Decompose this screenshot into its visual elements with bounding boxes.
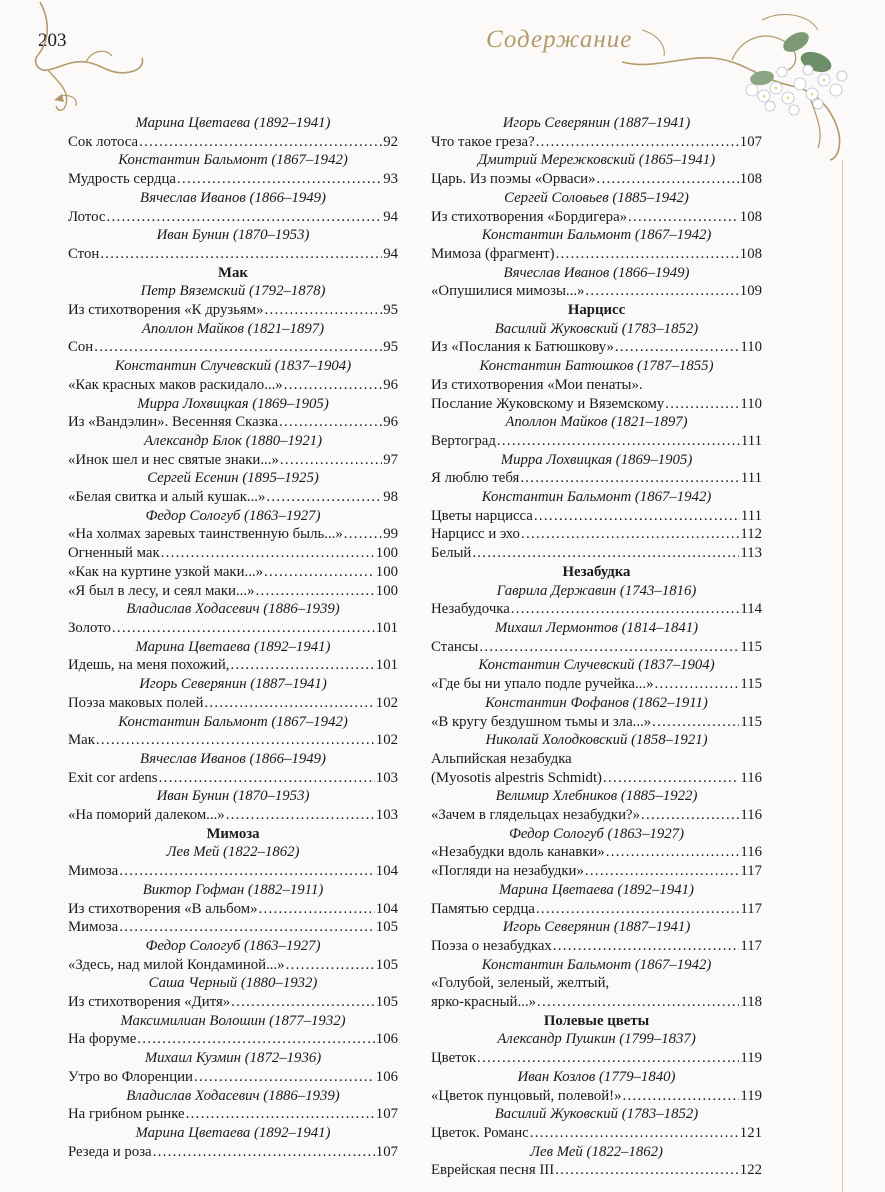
entry-title: Мак bbox=[68, 732, 95, 749]
author-heading: Василий Жуковский (1783–1852) bbox=[494, 320, 699, 337]
toc-entry[interactable] bbox=[68, 301, 398, 320]
author-heading: Велимир Хлебников (1885–1922) bbox=[495, 788, 698, 805]
entry-title: Стон bbox=[68, 245, 100, 262]
dot-leader bbox=[479, 638, 739, 657]
entry-page-number: 110 bbox=[740, 339, 762, 356]
entry-page-number: 117 bbox=[740, 863, 762, 880]
entry-page-number: 115 bbox=[740, 676, 762, 693]
author-heading: Мирра Лохвицкая (1869–1905) bbox=[137, 395, 329, 412]
toc-entry[interactable] bbox=[68, 731, 398, 750]
entry-title: Стансы bbox=[431, 638, 479, 655]
entry-page-number: 106 bbox=[375, 1068, 398, 1085]
dot-leader bbox=[603, 769, 739, 788]
dot-leader bbox=[585, 862, 739, 881]
entry-title: Огненный мак bbox=[68, 545, 160, 562]
entry-page-number: 100 bbox=[375, 563, 398, 580]
toc-entry[interactable] bbox=[68, 956, 398, 975]
entry-page-number: 116 bbox=[740, 844, 762, 861]
entry-page-number: 107 bbox=[375, 1106, 398, 1123]
entry-title: Еврейская песня III bbox=[431, 1162, 555, 1179]
toc-entry[interactable] bbox=[68, 525, 398, 544]
author-heading: Марина Цветаева (1892–1941) bbox=[135, 638, 331, 655]
dot-leader bbox=[623, 1087, 740, 1106]
entry-page-number: 121 bbox=[739, 1124, 762, 1141]
entry-title: «В кругу бездушном тьмы и зла...» bbox=[431, 713, 652, 730]
entry-title: Царь. Из поэмы «Орваси» bbox=[431, 171, 596, 188]
toc-entry[interactable] bbox=[431, 338, 762, 357]
page-title: Содержание bbox=[486, 26, 633, 53]
toc-entry[interactable] bbox=[68, 544, 398, 563]
toc-entry[interactable] bbox=[431, 769, 762, 788]
toc-entry[interactable] bbox=[68, 208, 398, 227]
section-heading: Мак bbox=[218, 264, 248, 281]
dot-leader bbox=[472, 544, 739, 563]
author-heading: Петр Вяземский (1792–1878) bbox=[140, 283, 326, 300]
author-heading: Игорь Северянин (1887–1941) bbox=[139, 676, 327, 693]
entry-title: Памятью сердца bbox=[431, 900, 535, 917]
dot-leader bbox=[520, 469, 740, 488]
entry-page-number: 100 bbox=[375, 582, 398, 599]
toc-entry[interactable] bbox=[431, 395, 762, 414]
dot-leader bbox=[555, 1161, 739, 1180]
entry-title: Из «Послания к Батюшкову» bbox=[431, 339, 614, 356]
dot-leader bbox=[255, 582, 374, 601]
entry-title: Из стихотворения «Бордигера» bbox=[431, 208, 628, 225]
entry-title: (Myosotis alpestris Schmidt) bbox=[431, 769, 602, 786]
entry-title: «Опушилися мимозы...» bbox=[431, 283, 585, 300]
entry-page-number: 115 bbox=[740, 638, 762, 655]
author-heading: Василий Жуковский (1783–1852) bbox=[494, 1106, 699, 1123]
entry-title: Мудрость сердца bbox=[68, 171, 176, 188]
entry-title: «Белая свитка и алый кушак...» bbox=[68, 489, 266, 506]
author-heading: Иван Бунин (1870–1953) bbox=[156, 227, 310, 244]
dot-leader bbox=[177, 170, 382, 189]
entry-title: «Как на куртине узкой маки...» bbox=[68, 563, 263, 580]
entry-title: Белый bbox=[431, 545, 472, 562]
author-heading: Михаил Лермонтов (1814–1841) bbox=[494, 619, 699, 636]
entry-page-number: 105 bbox=[375, 919, 398, 936]
toc-entry[interactable] bbox=[431, 1124, 762, 1143]
entry-page-number: 111 bbox=[740, 507, 762, 524]
entry-page-number: 116 bbox=[740, 807, 762, 824]
toc-entry[interactable] bbox=[68, 488, 398, 507]
section-heading: Полевые цветы bbox=[543, 1012, 650, 1029]
toc-entry[interactable] bbox=[431, 170, 762, 189]
entry-title-line: «Голубой, зеленый, желтый, bbox=[431, 975, 610, 992]
dot-leader bbox=[344, 525, 382, 544]
toc-entry[interactable] bbox=[431, 432, 762, 451]
toc-entry[interactable] bbox=[431, 937, 762, 956]
toc-entry[interactable] bbox=[431, 1087, 762, 1106]
entry-page-number: 97 bbox=[383, 451, 398, 468]
entry-page-number: 108 bbox=[739, 171, 762, 188]
entry-page-number: 95 bbox=[383, 302, 398, 319]
toc-entry[interactable] bbox=[68, 900, 398, 919]
entry-title: Мимоза (фрагмент) bbox=[431, 245, 555, 262]
entry-page-number: 109 bbox=[739, 283, 762, 300]
dot-leader bbox=[286, 956, 375, 975]
toc-entry[interactable] bbox=[68, 1068, 398, 1087]
entry-title: Поэза о незабудках bbox=[431, 937, 552, 954]
toc-entry[interactable] bbox=[68, 170, 398, 189]
author-heading: Владислав Ходасевич (1886–1939) bbox=[126, 1087, 340, 1104]
toc-entry[interactable] bbox=[431, 638, 762, 657]
toc-entry[interactable] bbox=[431, 507, 762, 526]
author-heading: Константин Бальмонт (1867–1942) bbox=[118, 152, 348, 169]
dot-leader bbox=[94, 338, 382, 357]
section-heading: Нарцисс bbox=[567, 302, 626, 319]
author-heading: Владислав Ходасевич (1886–1939) bbox=[126, 601, 340, 618]
toc-entry[interactable] bbox=[68, 993, 398, 1012]
dot-leader bbox=[230, 656, 374, 675]
toc-entry[interactable] bbox=[431, 1161, 762, 1180]
dot-leader bbox=[511, 600, 740, 619]
entry-title: «Я был в лесу, и сеял маки...» bbox=[68, 582, 255, 599]
toc-entry[interactable] bbox=[68, 376, 398, 395]
flourish-ornament-left bbox=[30, 0, 150, 120]
dot-leader bbox=[585, 282, 738, 301]
toc-entry[interactable] bbox=[431, 843, 762, 862]
author-heading: Марина Цветаева (1892–1941) bbox=[135, 1124, 331, 1141]
entry-title: Сон bbox=[68, 339, 94, 356]
entry-page-number: 107 bbox=[375, 1143, 398, 1160]
dot-leader bbox=[606, 843, 740, 862]
section-heading: Мимоза bbox=[206, 825, 260, 842]
author-heading: Вячеслав Иванов (1866–1949) bbox=[140, 750, 326, 767]
entry-page-number: 111 bbox=[740, 470, 762, 487]
entry-title: Вертоград bbox=[431, 432, 496, 449]
entry-title: Поэза маковых полей bbox=[68, 694, 204, 711]
entry-title: Из стихотворения «Дитя» bbox=[68, 994, 231, 1011]
toc-entry[interactable] bbox=[431, 675, 762, 694]
entry-page-number: 113 bbox=[740, 545, 762, 562]
author-heading: Вячеслав Иванов (1866–1949) bbox=[140, 189, 326, 206]
entry-page-number: 116 bbox=[740, 769, 762, 786]
author-heading: Константин Случевский (1837–1904) bbox=[478, 657, 715, 674]
entry-title: Идешь, на меня похожий, bbox=[68, 657, 230, 674]
toc-entry[interactable] bbox=[431, 1049, 762, 1068]
dot-leader bbox=[96, 731, 375, 750]
author-heading: Федор Сологуб (1863–1927) bbox=[145, 507, 321, 524]
author-heading: Иван Козлов (1779–1840) bbox=[517, 1068, 676, 1085]
dot-leader bbox=[534, 507, 740, 526]
dot-leader bbox=[186, 1105, 375, 1124]
entry-title: Цветок. Романс bbox=[431, 1124, 529, 1141]
entry-title: Лотос bbox=[68, 208, 106, 225]
entry-page-number: 117 bbox=[740, 900, 762, 917]
dot-leader bbox=[536, 900, 739, 919]
toc-entry[interactable] bbox=[431, 469, 762, 488]
entry-page-number: 119 bbox=[740, 1087, 762, 1104]
author-heading: Константин Батюшков (1787–1855) bbox=[479, 358, 714, 375]
author-heading: Игорь Северянин (1887–1941) bbox=[502, 919, 691, 936]
entry-page-number: 112 bbox=[740, 526, 762, 543]
entry-page-number: 106 bbox=[375, 1031, 398, 1048]
dot-leader bbox=[258, 900, 374, 919]
author-heading: Дмитрий Мережковский (1865–1941) bbox=[477, 152, 716, 169]
entry-page-number: 96 bbox=[383, 414, 398, 431]
entry-title-line: Альпийская незабудка bbox=[431, 750, 572, 767]
entry-page-number: 93 bbox=[383, 171, 398, 188]
dot-leader bbox=[137, 1030, 375, 1049]
entry-page-number: 101 bbox=[375, 657, 398, 674]
entry-page-number: 101 bbox=[375, 619, 398, 636]
toc-entry[interactable] bbox=[431, 600, 762, 619]
entry-title: «Где бы ни упало подле ручейка...» bbox=[431, 676, 654, 693]
author-heading: Мирра Лохвицкая (1869–1905) bbox=[500, 451, 693, 468]
dot-leader bbox=[553, 937, 740, 956]
entry-page-number: 104 bbox=[375, 863, 398, 880]
dot-leader bbox=[628, 208, 739, 227]
toc-entry[interactable] bbox=[68, 862, 398, 881]
entry-title: «Инок шел и нес святые знаки...» bbox=[68, 451, 279, 468]
dot-leader bbox=[530, 1124, 739, 1143]
entry-title: Цветок bbox=[431, 1050, 477, 1067]
author-heading: Константин Бальмонт (1867–1942) bbox=[481, 227, 712, 244]
toc-entry[interactable] bbox=[68, 413, 398, 432]
toc-entry[interactable] bbox=[68, 451, 398, 470]
entry-title: «Погляди на незабудки» bbox=[431, 863, 584, 880]
author-heading: Аполлон Майков (1821–1897) bbox=[141, 320, 325, 337]
dot-leader bbox=[231, 993, 375, 1012]
entry-title: На форуме bbox=[68, 1031, 137, 1048]
author-heading: Марина Цветаева (1892–1941) bbox=[135, 115, 331, 131]
entry-title: Из «Вандэлин». Весенняя Сказка bbox=[68, 414, 279, 431]
toc-entry[interactable] bbox=[431, 993, 762, 1012]
entry-page-number: 122 bbox=[739, 1162, 762, 1179]
author-heading: Федор Сологуб (1863–1927) bbox=[508, 825, 685, 842]
dot-leader bbox=[226, 806, 375, 825]
author-heading: Александр Блок (1880–1921) bbox=[143, 432, 323, 449]
author-heading: Аполлон Майков (1821–1897) bbox=[505, 414, 688, 431]
dot-leader bbox=[652, 713, 739, 732]
entry-page-number: 103 bbox=[375, 769, 398, 786]
dot-leader bbox=[106, 208, 382, 227]
entry-page-number: 96 bbox=[383, 376, 398, 393]
entry-page-number: 99 bbox=[383, 526, 398, 543]
entry-page-number: 114 bbox=[740, 601, 762, 618]
dot-leader bbox=[265, 301, 383, 320]
toc-entry[interactable] bbox=[68, 918, 398, 937]
entry-title: «Цветок пунцовый, полевой!» bbox=[431, 1087, 622, 1104]
entry-title: Exit cor ardens bbox=[68, 769, 158, 786]
toc-column-left bbox=[68, 114, 398, 1161]
toc-entry[interactable] bbox=[68, 656, 398, 675]
toc-entry[interactable] bbox=[68, 806, 398, 825]
dot-leader bbox=[279, 413, 382, 432]
dot-leader bbox=[536, 133, 739, 152]
entry-page-number: 92 bbox=[383, 133, 398, 150]
entry-title: Незабудочка bbox=[431, 601, 510, 618]
dot-leader bbox=[596, 170, 738, 189]
entry-page-number: 105 bbox=[375, 994, 398, 1011]
entry-page-number: 117 bbox=[740, 937, 762, 954]
author-heading: Иван Бунин (1870–1953) bbox=[156, 788, 310, 805]
dot-leader bbox=[280, 451, 382, 470]
entry-page-number: 118 bbox=[740, 994, 762, 1011]
author-heading: Саша Черный (1880–1932) bbox=[148, 975, 318, 992]
toc-entry[interactable] bbox=[431, 862, 762, 881]
entry-title: Сок лотоса bbox=[68, 133, 139, 150]
toc-entry[interactable] bbox=[431, 544, 762, 563]
dot-leader bbox=[161, 544, 375, 563]
dot-leader bbox=[654, 675, 739, 694]
entry-title: «На холмах заревых таинственную быль...» bbox=[68, 526, 343, 543]
entry-title: Послание Жуковскому и Вяземскому bbox=[431, 395, 665, 412]
author-heading: Лев Мей (1822–1862) bbox=[530, 1143, 663, 1160]
toc-entry[interactable] bbox=[431, 133, 762, 152]
author-heading: Марина Цветаева (1892–1941) bbox=[499, 881, 694, 898]
author-heading: Сергей Есенин (1895–1925) bbox=[147, 470, 319, 487]
entry-page-number: 107 bbox=[739, 133, 762, 150]
dot-leader bbox=[497, 432, 740, 451]
toc-entry[interactable] bbox=[68, 619, 398, 638]
toc-column-right bbox=[431, 114, 762, 1180]
author-heading: Михаил Кузмин (1872–1936) bbox=[144, 1050, 322, 1067]
toc-entry[interactable] bbox=[68, 338, 398, 357]
entry-page-number: 102 bbox=[375, 732, 398, 749]
dot-leader bbox=[119, 862, 375, 881]
dot-leader bbox=[266, 488, 382, 507]
entry-title: На грибном рынке bbox=[68, 1106, 185, 1123]
dot-leader bbox=[556, 245, 739, 264]
author-heading: Федор Сологуб (1863–1927) bbox=[145, 937, 321, 954]
toc-entry[interactable] bbox=[431, 806, 762, 825]
page-number: 203 bbox=[38, 30, 67, 51]
author-heading: Сергей Соловьев (1885–1942) bbox=[504, 189, 689, 206]
entry-title: Нарцисс и эхо bbox=[431, 526, 520, 543]
author-heading: Константин Бальмонт (1867–1942) bbox=[481, 489, 712, 506]
entry-page-number: 102 bbox=[375, 694, 398, 711]
dot-leader bbox=[112, 619, 375, 638]
toc-entry[interactable] bbox=[68, 245, 398, 264]
entry-title: Резеда и роза bbox=[68, 1143, 152, 1160]
section-heading: Незабудка bbox=[562, 563, 631, 580]
dot-leader bbox=[194, 1068, 375, 1087]
entry-title: Из стихотворения «К друзьям» bbox=[68, 302, 264, 319]
entry-title: Золото bbox=[68, 619, 111, 636]
entry-page-number: 95 bbox=[383, 339, 398, 356]
entry-page-number: 94 bbox=[383, 208, 398, 225]
toc-entry[interactable] bbox=[431, 208, 762, 227]
toc-entry[interactable] bbox=[68, 769, 398, 788]
entry-page-number: 108 bbox=[739, 245, 762, 262]
dot-leader bbox=[119, 918, 375, 937]
author-heading: Вячеслав Иванов (1866–1949) bbox=[503, 264, 690, 281]
toc-entry[interactable] bbox=[68, 563, 398, 582]
toc-entry[interactable] bbox=[431, 900, 762, 919]
margin-rule bbox=[842, 160, 843, 1192]
dot-leader bbox=[537, 993, 739, 1012]
entry-page-number: 94 bbox=[383, 245, 398, 262]
entry-title: Из стихотворения «В альбом» bbox=[68, 900, 258, 917]
entry-title: Мимоза bbox=[68, 919, 119, 936]
dot-leader bbox=[641, 806, 739, 825]
entry-page-number: 98 bbox=[383, 489, 398, 506]
entry-page-number: 111 bbox=[740, 432, 762, 449]
author-heading: Константин Случевский (1837–1904) bbox=[114, 358, 352, 375]
entry-page-number: 119 bbox=[740, 1050, 762, 1067]
entry-title: «На поморий далеком...» bbox=[68, 807, 225, 824]
entry-title-line: Из стихотворения «Мои пенаты». bbox=[431, 376, 643, 393]
author-heading: Максимилиан Волошин (1877–1932) bbox=[120, 1012, 346, 1029]
entry-title: Я люблю тебя bbox=[431, 470, 520, 487]
entry-title: Цветы нарцисса bbox=[431, 507, 533, 524]
toc-entry[interactable] bbox=[431, 713, 762, 732]
entry-page-number: 100 bbox=[375, 545, 398, 562]
dot-leader bbox=[264, 563, 375, 582]
entry-title: «Здесь, над милой Кондаминой...» bbox=[68, 956, 285, 973]
entry-title: «Зачем в глядельцах незабудки?» bbox=[431, 807, 640, 824]
dot-leader bbox=[284, 376, 382, 395]
entry-page-number: 104 bbox=[375, 900, 398, 917]
dot-leader bbox=[100, 245, 382, 264]
author-heading: Игорь Северянин (1887–1941) bbox=[502, 115, 691, 131]
dot-leader bbox=[159, 769, 375, 788]
dot-leader bbox=[139, 133, 382, 152]
author-heading: Виктор Гофман (1882–1911) bbox=[142, 881, 324, 898]
author-heading: Константин Бальмонт (1867–1942) bbox=[481, 956, 712, 973]
toc-entry[interactable] bbox=[68, 694, 398, 713]
author-heading: Константин Бальмонт (1867–1942) bbox=[118, 713, 348, 730]
entry-page-number: 115 bbox=[740, 713, 762, 730]
entry-title: ярко-красный...» bbox=[431, 994, 536, 1011]
entry-page-number: 108 bbox=[739, 208, 762, 225]
dot-leader bbox=[521, 525, 739, 544]
dot-leader bbox=[204, 694, 374, 713]
toc-entry[interactable] bbox=[68, 133, 398, 152]
dot-leader bbox=[615, 338, 739, 357]
toc-entry[interactable] bbox=[68, 1143, 398, 1162]
author-heading: Гаврила Державин (1743–1816) bbox=[496, 582, 697, 599]
entry-page-number: 110 bbox=[740, 395, 762, 412]
author-heading: Константин Фофанов (1862–1911) bbox=[485, 694, 708, 711]
entry-title: Мимоза bbox=[68, 863, 119, 880]
dot-leader bbox=[665, 395, 739, 414]
entry-page-number: 105 bbox=[375, 956, 398, 973]
toc-entry[interactable] bbox=[431, 282, 762, 301]
toc-entry[interactable] bbox=[68, 1030, 398, 1049]
toc-entry[interactable] bbox=[431, 245, 762, 264]
author-heading: Лев Мей (1822–1862) bbox=[166, 844, 300, 861]
entry-title: Утро во Флоренции bbox=[68, 1068, 193, 1085]
entry-title: Что такое греза? bbox=[431, 133, 535, 150]
entry-title: «Как красных маков раскидало...» bbox=[68, 376, 283, 393]
author-heading: Александр Пушкин (1799–1837) bbox=[497, 1031, 696, 1048]
dot-leader bbox=[477, 1049, 739, 1068]
toc-entry[interactable] bbox=[431, 525, 762, 544]
entry-page-number: 103 bbox=[375, 807, 398, 824]
toc-entry[interactable] bbox=[68, 582, 398, 601]
dot-leader bbox=[153, 1143, 375, 1162]
author-heading: Николай Холодковский (1858–1921) bbox=[485, 732, 708, 749]
entry-title: «Незабудки вдоль канавки» bbox=[431, 844, 605, 861]
toc-entry[interactable] bbox=[68, 1105, 398, 1124]
